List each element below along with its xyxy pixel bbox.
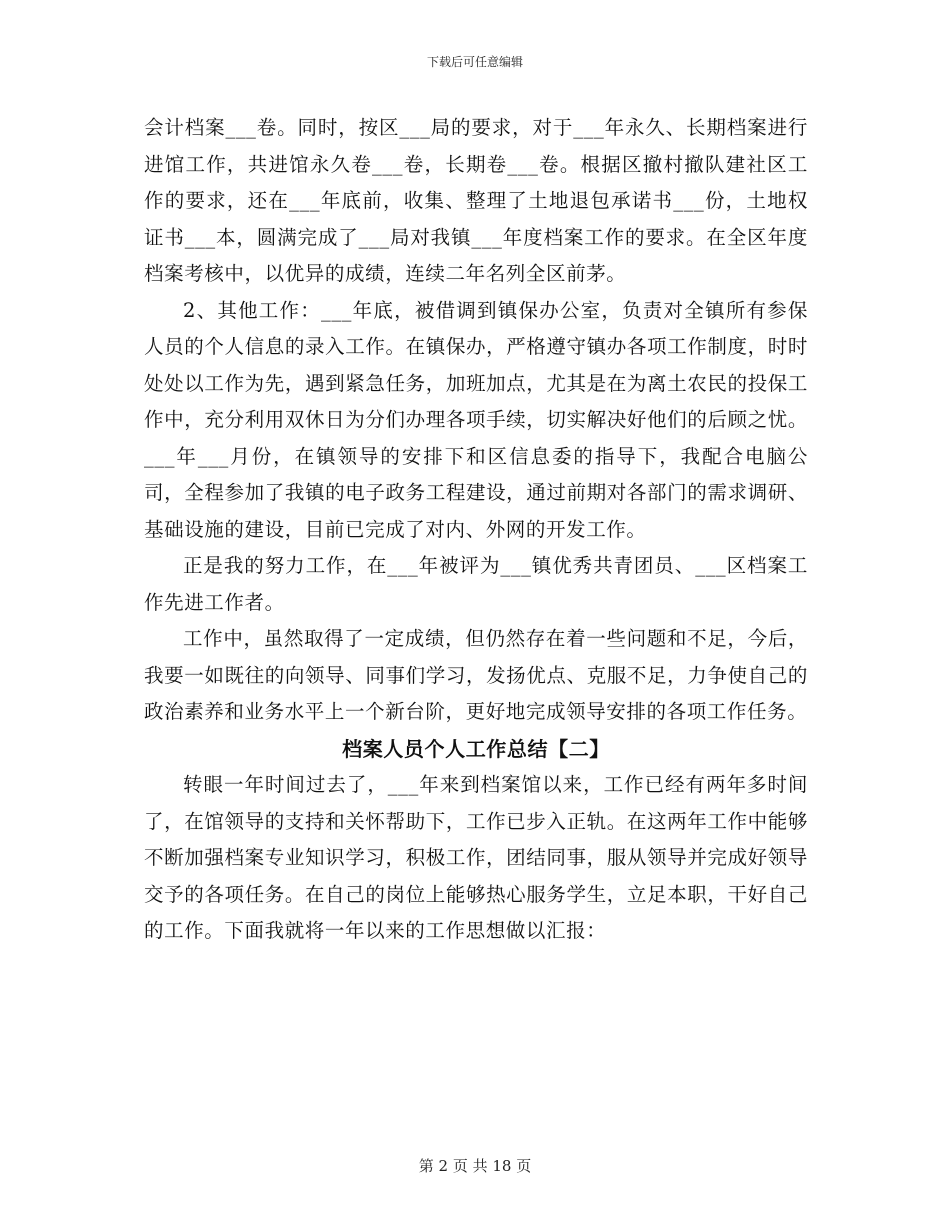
section-title: 档案人员个人工作总结【二】: [342, 736, 610, 761]
paragraph-continued: 会计档案___卷。同时，按区___局的要求，对于___年永久、长期档案进行进馆工作，共进馆永久卷___卷，长期卷___卷。根据区撤村撤队建社区工作的要求，还在___年底前，收集、整理了土地退包承诺书___份，土地权证书___本，圆满完成了___局对我镇___年度档案工作的要求。在全区年度档案考核中，以优异的成绩，连续二年名列全区前茅。: [144, 116, 808, 285]
page-header: 下载后可任意编辑: [426, 55, 523, 69]
paragraph-other-work: 2、其他工作：___年底，被借调到镇保办公室，负责对全镇所有参保人员的个人信息的录入工作。在镇保办，严格遵守镇办各项工作制度，时时处处以工作为先，遇到紧急任务，加班加点，尤其是在为离土农民的投保工作中，充分利用双休日为分们办理各项手续，切实解决好他们的后顾之忧。___年___月份，在镇领导的安排下和区信息委的指导下，我配合电脑公司，全程参加了我镇的电子政务工程建设，通过前期对各部门的需求调研、基础设施的建设，目前已完成了对内、外网的开发工作。: [144, 298, 808, 541]
paragraph-section-intro: 转眼一年时间过去了，___年来到档案馆以来，工作已经有两年多时间了，在馆领导的支持和关怀帮助下，工作已步入正轨。在这两年工作中能够不断加强档案专业知识学习，积极工作，团结同事，服从领导并完成好领导交予的各项任务。在自己的岗位上能够热心服务学生，立足本职，干好自己的工作。下面我就将一年以来的工作思想做以汇报：: [144, 773, 808, 942]
paragraph-shortcomings: 工作中，虽然取得了一定成绩，但仍然存在着一些问题和不足，今后，我要一如既往的向领导、同事们学习，发扬优点、克服不足，力争使自己的政治素养和业务水平上一个新台阶，更好地完成领导安排的各项工作任务。: [144, 627, 808, 723]
document-body: [144, 110, 808, 950]
page-footer: 第 2 页 共 18 页: [418, 1157, 532, 1175]
paragraph-awards: 正是我的努力工作，在___年被评为___镇优秀共青团员、___区档案工作先进工作者。: [144, 554, 808, 614]
